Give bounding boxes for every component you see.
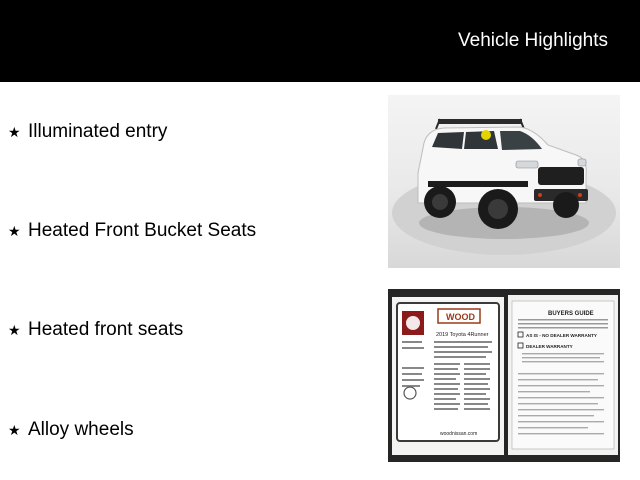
- star-icon: ★: [8, 421, 21, 438]
- star-icon: ★: [8, 321, 21, 338]
- feature-label: Alloy wheels: [28, 419, 134, 440]
- sticker-vehicle: 2019 Toyota 4Runner: [436, 332, 489, 338]
- feature-label: Illuminated entry: [28, 121, 168, 142]
- sticker-brand: WOOD: [446, 312, 475, 322]
- guide-title: BUYERS GUIDE: [548, 311, 594, 317]
- star-icon: ★: [8, 222, 21, 239]
- guide-dealer-warranty: DEALER WARRANTY: [526, 344, 573, 349]
- header-bar: [0, 0, 640, 82]
- guide-as-is: AS IS - NO DEALER WARRANTY: [526, 333, 597, 338]
- documents-illustration: [388, 289, 620, 462]
- feature-item: [8, 220, 256, 242]
- star-icon: ★: [8, 123, 21, 140]
- vehicle-photo[interactable]: [388, 95, 620, 268]
- suv-illustration: [388, 95, 620, 268]
- page-title: Vehicle Highlights: [458, 30, 608, 51]
- sticker-url: woodnissan.com: [440, 431, 478, 437]
- feature-item: [8, 121, 167, 143]
- documents-photo[interactable]: [388, 289, 620, 462]
- feature-item: [8, 319, 183, 341]
- feature-label: Heated front seats: [28, 319, 184, 340]
- feature-item: [8, 419, 134, 441]
- feature-label: Heated Front Bucket Seats: [28, 220, 257, 241]
